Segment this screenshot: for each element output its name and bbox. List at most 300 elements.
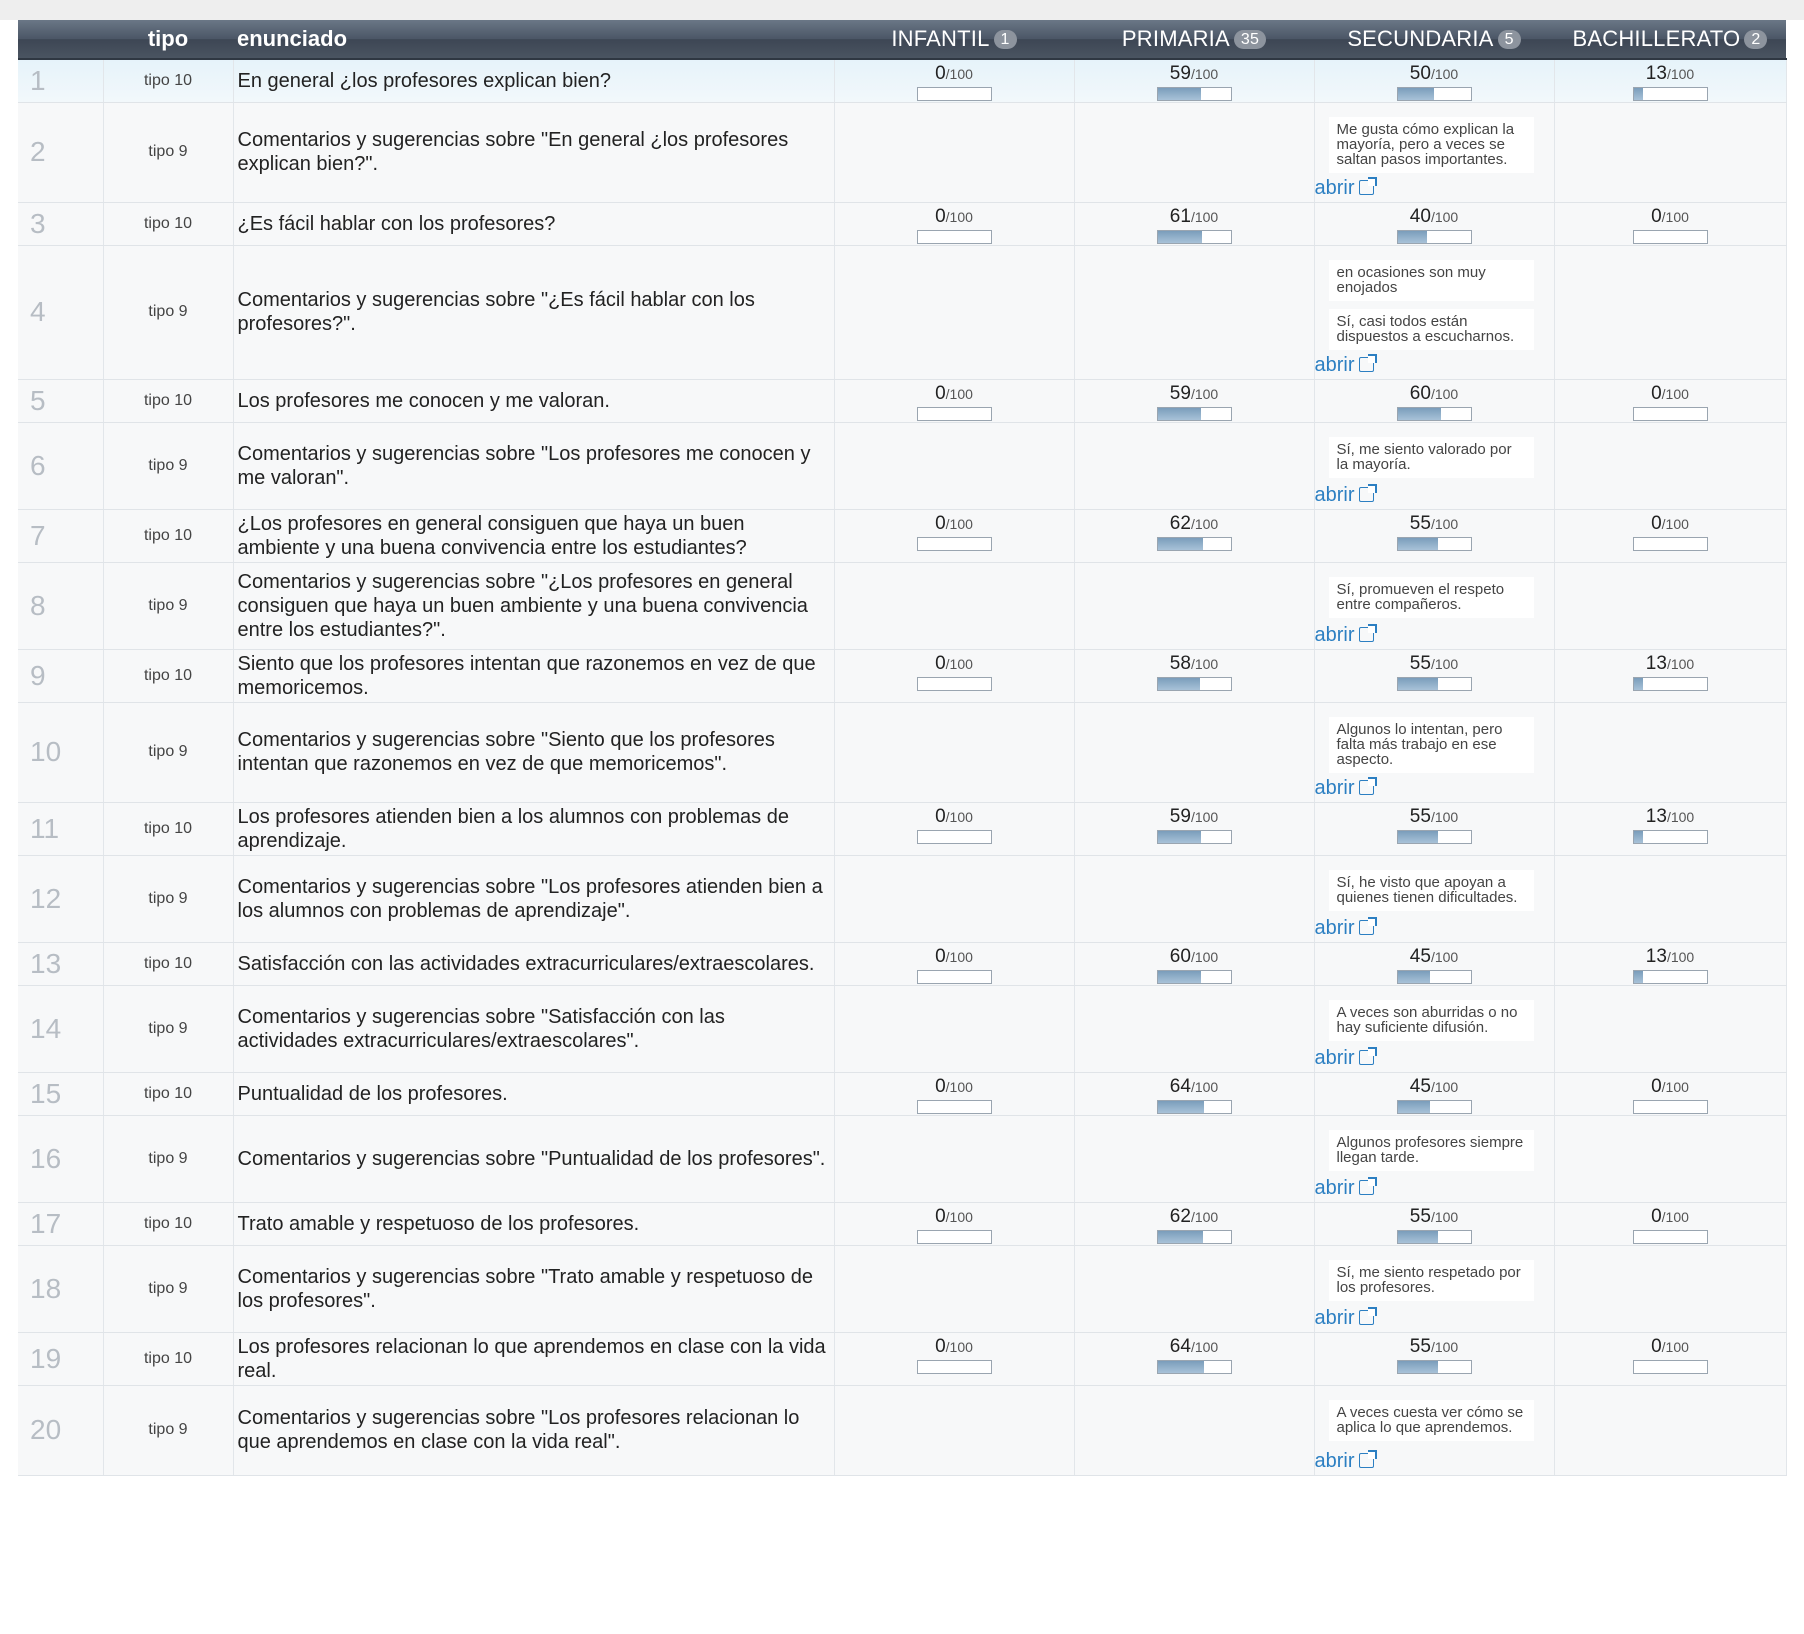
score-value: 62 <box>1169 1205 1191 1227</box>
comment-item: Algunos lo intentan, pero falta más trabajo en ese aspecto. <box>1329 717 1534 773</box>
score-bar <box>1633 537 1708 551</box>
score-bar <box>917 537 992 551</box>
row-enunciado: Los profesores relacionan lo que aprendemos en clase con la vida real. <box>233 1332 834 1385</box>
score-denominator: /100 <box>1661 1078 1689 1095</box>
cell-secundaria <box>1314 102 1554 202</box>
table-row <box>18 245 1786 379</box>
score-value: 62 <box>1169 512 1191 534</box>
comment-item: Sí, promueven el respeto entre compañeros. <box>1329 577 1534 618</box>
score-bar-fill <box>1634 971 1643 983</box>
score-bar <box>1633 407 1708 421</box>
row-enunciado: Comentarios y sugerencias sobre "Satisfacción con las actividades extracurriculares/extraescolares". <box>233 985 834 1072</box>
score-denominator: /100 <box>1430 1208 1459 1225</box>
score-bar <box>1633 677 1708 691</box>
score-value: 50 <box>1409 63 1431 84</box>
score-secundaria <box>1315 943 1554 984</box>
score-value: 0 <box>935 945 946 967</box>
row-number: 2 <box>18 102 103 202</box>
score-denominator: /100 <box>945 808 973 825</box>
score-infantil <box>835 1203 1074 1244</box>
abrir-link[interactable] <box>1315 177 1374 200</box>
score-infantil <box>835 510 1074 551</box>
score-primaria <box>1075 1333 1314 1374</box>
score-bar-fill <box>1158 971 1202 983</box>
score-value: 0 <box>1651 205 1662 227</box>
row-tipo: tipo 10 <box>103 1202 233 1245</box>
cell-primaria <box>1074 855 1314 942</box>
score-bar-fill <box>1158 831 1201 843</box>
table-row <box>18 1072 1786 1115</box>
row-number: 4 <box>18 245 103 379</box>
score-infantil <box>835 380 1074 421</box>
abrir-label: abrir <box>1314 1449 1355 1472</box>
score-denominator: /100 <box>1661 208 1689 225</box>
score-value: 13 <box>1645 945 1667 967</box>
score-bar <box>1397 677 1472 691</box>
row-number: 6 <box>18 422 103 509</box>
cell-bachillerato <box>1554 245 1786 379</box>
score-denominator: /100 <box>1661 515 1689 532</box>
abrir-link[interactable] <box>1315 777 1374 800</box>
cell-primaria <box>1074 102 1314 202</box>
score-bar-fill <box>1158 1101 1205 1113</box>
cell-secundaria <box>1314 509 1554 562</box>
row-number: 8 <box>18 562 103 649</box>
score-bachillerato <box>1555 60 1786 101</box>
cell-primaria <box>1074 1202 1314 1245</box>
cell-primaria <box>1074 379 1314 422</box>
cell-primaria <box>1074 422 1314 509</box>
table-row <box>18 562 1786 649</box>
score-denominator: /100 <box>945 515 973 532</box>
row-tipo: tipo 9 <box>103 1115 233 1202</box>
cell-bachillerato <box>1554 379 1786 422</box>
score-secundaria <box>1315 1073 1554 1114</box>
score-bachillerato <box>1555 510 1786 551</box>
cell-secundaria <box>1314 245 1554 379</box>
row-enunciado: Siento que los profesores intentan que razonemos en vez de que memoricemos. <box>233 649 834 702</box>
row-tipo: tipo 10 <box>103 379 233 422</box>
abrir-label: abrir <box>1314 176 1355 199</box>
row-tipo: tipo 10 <box>103 1072 233 1115</box>
cell-infantil <box>834 855 1074 942</box>
score-secundaria <box>1315 803 1554 844</box>
score-bar <box>917 1360 992 1374</box>
cell-infantil <box>834 702 1074 802</box>
header-enunciado[interactable]: enunciado <box>233 20 834 59</box>
score-value: 0 <box>1651 1075 1662 1097</box>
score-value: 0 <box>935 1205 946 1227</box>
abrir-label: abrir <box>1314 1176 1355 1199</box>
score-bar <box>1397 970 1472 984</box>
cell-secundaria <box>1314 985 1554 1072</box>
cell-infantil <box>834 562 1074 649</box>
score-denominator: /100 <box>1430 1078 1459 1095</box>
row-tipo: tipo 9 <box>103 855 233 942</box>
score-bar <box>1633 830 1708 844</box>
external-link-icon <box>1359 1050 1374 1065</box>
external-link-icon <box>1359 357 1374 372</box>
score-value: 0 <box>935 1335 946 1357</box>
external-link-icon <box>1359 920 1374 935</box>
score-denominator: /100 <box>1430 1338 1459 1355</box>
abrir-link[interactable] <box>1315 624 1374 647</box>
score-secundaria <box>1315 1203 1554 1244</box>
infantil-count-badge: 1 <box>994 30 1017 49</box>
header-bachillerato-label: BACHILLERATO <box>1572 26 1741 51</box>
row-tipo: tipo 10 <box>103 802 233 855</box>
cell-secundaria <box>1314 59 1554 102</box>
score-value: 55 <box>1409 1205 1431 1227</box>
row-tipo: tipo 9 <box>103 1385 233 1475</box>
score-value: 64 <box>1169 1335 1191 1357</box>
comments-list <box>1315 703 1554 773</box>
score-bar-fill <box>1398 231 1427 243</box>
row-enunciado: Comentarios y sugerencias sobre "Los profesores relacionan lo que aprendemos en clase con la vida real". <box>233 1385 834 1475</box>
score-bar <box>917 1230 992 1244</box>
score-bar-fill <box>1398 1101 1431 1113</box>
score-denominator: /100 <box>1430 208 1459 225</box>
cell-primaria <box>1074 1332 1314 1385</box>
cell-infantil <box>834 1385 1074 1475</box>
row-tipo: tipo 9 <box>103 985 233 1072</box>
cell-primaria <box>1074 942 1314 985</box>
score-denominator: /100 <box>1190 1338 1219 1355</box>
score-bar <box>1157 970 1232 984</box>
cell-infantil <box>834 379 1074 422</box>
score-denominator: /100 <box>1190 66 1219 82</box>
cell-bachillerato <box>1554 649 1786 702</box>
score-bar-fill <box>1158 678 1200 690</box>
cell-primaria <box>1074 702 1314 802</box>
score-bar-fill <box>1398 1361 1438 1373</box>
cell-infantil <box>834 245 1074 379</box>
score-value: 0 <box>1651 1335 1662 1357</box>
row-tipo: tipo 10 <box>103 59 233 102</box>
score-denominator: /100 <box>945 385 973 402</box>
table-row <box>18 1332 1786 1385</box>
table-row <box>18 985 1786 1072</box>
header-primaria-label: PRIMARIA <box>1121 26 1230 51</box>
score-bar <box>1397 1360 1472 1374</box>
row-enunciado: Comentarios y sugerencias sobre "Siento que los profesores intentan que razonemos en vez de que memoricemos". <box>233 702 834 802</box>
row-number: 13 <box>18 942 103 985</box>
score-denominator: /100 <box>1430 948 1459 965</box>
score-value: 0 <box>1651 1205 1662 1227</box>
secundaria-count-badge: 5 <box>1498 30 1521 49</box>
cell-infantil <box>834 102 1074 202</box>
score-bachillerato <box>1555 1203 1786 1244</box>
table-row <box>18 1385 1786 1475</box>
score-denominator: /100 <box>1430 655 1459 672</box>
table-row <box>18 855 1786 942</box>
header-number <box>18 20 103 59</box>
abrir-link[interactable] <box>1315 354 1374 377</box>
score-denominator: /100 <box>945 1078 973 1095</box>
score-denominator: /100 <box>1430 515 1459 532</box>
score-denominator: /100 <box>945 948 973 965</box>
score-primaria <box>1075 1203 1314 1244</box>
row-tipo: tipo 9 <box>103 702 233 802</box>
cell-infantil <box>834 1072 1074 1115</box>
cell-bachillerato <box>1554 422 1786 509</box>
score-denominator: /100 <box>1666 66 1695 82</box>
abrir-link[interactable] <box>1315 1177 1374 1200</box>
comment-item: en ocasiones son muy enojados <box>1329 260 1534 301</box>
score-bar <box>1397 537 1472 551</box>
top-bar <box>0 0 1804 20</box>
row-tipo: tipo 10 <box>103 1332 233 1385</box>
cell-bachillerato <box>1554 802 1786 855</box>
external-link-icon <box>1359 1310 1374 1325</box>
cell-bachillerato <box>1554 1332 1786 1385</box>
cell-primaria <box>1074 562 1314 649</box>
cell-bachillerato <box>1554 1072 1786 1115</box>
score-bar <box>917 970 992 984</box>
score-denominator: /100 <box>1661 1208 1689 1225</box>
table-row <box>18 1115 1786 1202</box>
row-number: 7 <box>18 509 103 562</box>
score-value: 59 <box>1169 805 1191 827</box>
row-tipo: tipo 10 <box>103 649 233 702</box>
cell-primaria <box>1074 802 1314 855</box>
cell-infantil <box>834 1115 1074 1202</box>
primaria-count-badge: 35 <box>1234 30 1266 49</box>
comments-list <box>1315 246 1554 350</box>
cell-bachillerato <box>1554 102 1786 202</box>
comment-item: Sí, casi todos están dispuestos a escucharnos. <box>1329 309 1534 350</box>
cell-infantil <box>834 509 1074 562</box>
row-tipo: tipo 9 <box>103 245 233 379</box>
cell-bachillerato <box>1554 985 1786 1072</box>
score-bar <box>1397 230 1472 244</box>
score-bar-fill <box>1634 678 1643 690</box>
cell-bachillerato <box>1554 942 1786 985</box>
score-denominator: /100 <box>1430 808 1459 825</box>
cell-secundaria <box>1314 855 1554 942</box>
header-tipo[interactable]: tipo <box>103 20 233 59</box>
score-value: 55 <box>1409 805 1431 827</box>
header-secundaria[interactable] <box>1314 20 1554 59</box>
cell-secundaria <box>1314 422 1554 509</box>
cell-infantil <box>834 942 1074 985</box>
table-row <box>18 102 1786 202</box>
score-bar-fill <box>1158 88 1201 100</box>
row-enunciado: Comentarios y sugerencias sobre "Los profesores atienden bien a los alumnos con problemas de aprendizaje". <box>233 855 834 942</box>
comments-list <box>1315 1246 1554 1301</box>
score-bar-fill <box>1634 831 1643 843</box>
comment-item: Algunos profesores siempre llegan tarde. <box>1329 1130 1534 1171</box>
score-bar <box>1157 830 1232 844</box>
cell-secundaria <box>1314 379 1554 422</box>
external-link-icon <box>1359 487 1374 502</box>
score-infantil <box>835 203 1074 244</box>
cell-secundaria <box>1314 562 1554 649</box>
cell-bachillerato <box>1554 1115 1786 1202</box>
cell-secundaria <box>1314 942 1554 985</box>
score-infantil <box>835 1073 1074 1114</box>
comment-item: Me gusta cómo explican la mayoría, pero a veces se saltan pasos importantes. <box>1329 117 1534 173</box>
score-bar <box>1157 87 1232 101</box>
score-value: 45 <box>1409 945 1431 967</box>
score-bar <box>1157 537 1232 551</box>
cell-primaria <box>1074 1245 1314 1332</box>
table-row <box>18 202 1786 245</box>
abrir-link[interactable] <box>1315 917 1374 940</box>
row-number: 1 <box>18 59 103 102</box>
cell-infantil <box>834 422 1074 509</box>
score-bar-fill <box>1634 88 1643 100</box>
cell-bachillerato <box>1554 202 1786 245</box>
score-bar <box>917 407 992 421</box>
cell-bachillerato <box>1554 1202 1786 1245</box>
header-infantil-label: INFANTIL <box>891 26 990 51</box>
row-enunciado: Puntualidad de los profesores. <box>233 1072 834 1115</box>
row-tipo: tipo 9 <box>103 102 233 202</box>
header-infantil[interactable] <box>834 20 1074 59</box>
table-row <box>18 802 1786 855</box>
cell-bachillerato <box>1554 1245 1786 1332</box>
score-bar <box>1633 1230 1708 1244</box>
table-row <box>18 649 1786 702</box>
row-number: 16 <box>18 1115 103 1202</box>
score-denominator: /100 <box>1190 1208 1219 1225</box>
abrir-label: abrir <box>1314 353 1355 376</box>
score-denominator: /100 <box>1190 948 1219 965</box>
cell-secundaria <box>1314 1072 1554 1115</box>
score-bar <box>1157 1100 1232 1114</box>
header-primaria[interactable] <box>1074 20 1314 59</box>
row-number: 3 <box>18 202 103 245</box>
score-value: 45 <box>1409 1075 1431 1097</box>
score-bar <box>1633 1100 1708 1114</box>
comments-list <box>1315 1386 1554 1441</box>
cell-primaria <box>1074 649 1314 702</box>
header-bachillerato[interactable] <box>1554 20 1786 59</box>
score-value: 13 <box>1645 63 1667 84</box>
abrir-link[interactable] <box>1315 484 1374 507</box>
cell-primaria <box>1074 202 1314 245</box>
score-bachillerato <box>1555 803 1786 844</box>
score-bar <box>1633 230 1708 244</box>
external-link-icon <box>1359 180 1374 195</box>
score-bar <box>1397 87 1472 101</box>
score-value: 64 <box>1169 1075 1191 1097</box>
score-denominator: /100 <box>1661 385 1689 402</box>
score-denominator: /100 <box>945 1338 973 1355</box>
score-bar <box>1157 230 1232 244</box>
score-denominator: /100 <box>945 655 973 672</box>
score-primaria <box>1075 510 1314 551</box>
abrir-link[interactable] <box>1315 1307 1374 1330</box>
table-header-row <box>18 20 1786 59</box>
comment-item: A veces son aburridas o no hay suficiente difusión. <box>1329 1000 1534 1041</box>
score-primaria <box>1075 803 1314 844</box>
score-bar-fill <box>1158 408 1201 420</box>
score-bachillerato <box>1555 650 1786 691</box>
score-bar <box>1157 1360 1232 1374</box>
external-link-icon <box>1359 780 1374 795</box>
score-denominator: /100 <box>1190 385 1219 402</box>
cell-secundaria <box>1314 1245 1554 1332</box>
comments-list <box>1315 103 1554 173</box>
score-denominator: /100 <box>1190 655 1219 672</box>
score-value: 13 <box>1645 805 1667 827</box>
abrir-link[interactable] <box>1315 1047 1374 1070</box>
score-bar <box>1633 87 1708 101</box>
cell-primaria <box>1074 59 1314 102</box>
row-tipo: tipo 9 <box>103 562 233 649</box>
abrir-label: abrir <box>1314 776 1355 799</box>
score-primaria <box>1075 1073 1314 1114</box>
abrir-link[interactable] <box>1315 1450 1374 1473</box>
score-bachillerato <box>1555 943 1786 984</box>
comments-list <box>1315 856 1554 911</box>
row-tipo: tipo 10 <box>103 942 233 985</box>
external-link-icon <box>1359 1180 1374 1195</box>
score-bar <box>917 87 992 101</box>
survey-results-table <box>18 20 1787 1476</box>
score-bachillerato <box>1555 1073 1786 1114</box>
cell-secundaria <box>1314 702 1554 802</box>
abrir-label: abrir <box>1314 623 1355 646</box>
comments-list <box>1315 423 1554 478</box>
comment-item: Sí, me siento valorado por la mayoría. <box>1329 437 1534 478</box>
score-bar-fill <box>1398 971 1431 983</box>
cell-infantil <box>834 59 1074 102</box>
header-secundaria-label: SECUNDARIA <box>1347 26 1494 51</box>
row-tipo: tipo 9 <box>103 1245 233 1332</box>
row-number: 15 <box>18 1072 103 1115</box>
score-denominator: /100 <box>945 1208 973 1225</box>
table-row <box>18 942 1786 985</box>
score-secundaria <box>1315 510 1554 551</box>
table-row <box>18 59 1786 102</box>
score-value: 59 <box>1169 63 1191 84</box>
score-bar <box>1633 1360 1708 1374</box>
abrir-label: abrir <box>1314 1306 1355 1329</box>
score-value: 55 <box>1409 652 1431 674</box>
score-denominator: /100 <box>1666 808 1695 825</box>
score-denominator: /100 <box>1190 808 1219 825</box>
score-bar-fill <box>1398 831 1438 843</box>
comments-list <box>1315 986 1554 1041</box>
score-denominator: /100 <box>1430 66 1459 82</box>
score-bar <box>1397 1230 1472 1244</box>
score-denominator: /100 <box>1666 948 1695 965</box>
cell-bachillerato <box>1554 59 1786 102</box>
cell-bachillerato <box>1554 855 1786 942</box>
score-bar <box>1397 830 1472 844</box>
score-infantil <box>835 803 1074 844</box>
score-secundaria <box>1315 650 1554 691</box>
score-value: 0 <box>935 382 946 404</box>
external-link-icon <box>1359 627 1374 642</box>
score-value: 0 <box>935 512 946 534</box>
row-enunciado: ¿Es fácil hablar con los profesores? <box>233 202 834 245</box>
score-bar-fill <box>1158 538 1203 550</box>
cell-infantil <box>834 1202 1074 1245</box>
score-value: 55 <box>1409 512 1431 534</box>
score-denominator: /100 <box>1430 385 1459 402</box>
score-denominator: /100 <box>1190 515 1219 532</box>
score-bachillerato <box>1555 203 1786 244</box>
row-enunciado: Trato amable y respetuoso de los profesores. <box>233 1202 834 1245</box>
cell-primaria <box>1074 509 1314 562</box>
score-bar <box>1157 677 1232 691</box>
cell-primaria <box>1074 245 1314 379</box>
score-value: 0 <box>935 1075 946 1097</box>
